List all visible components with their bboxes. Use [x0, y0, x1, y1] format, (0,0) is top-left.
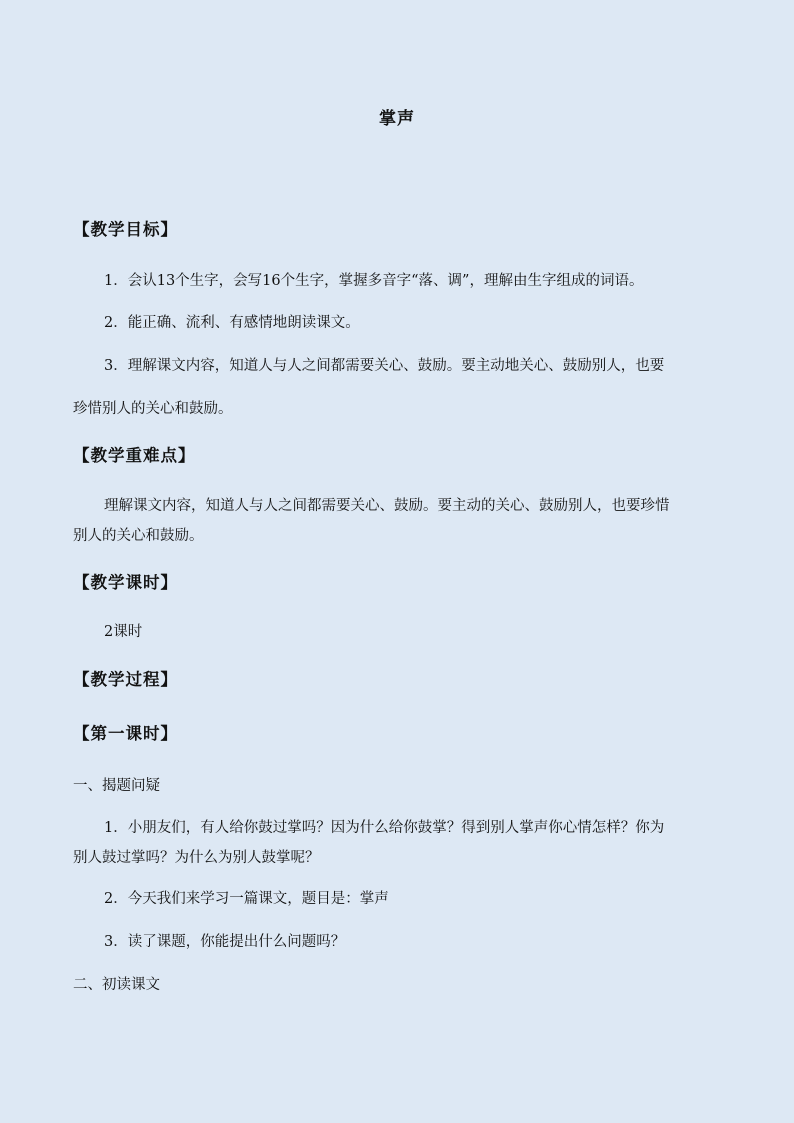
teaching-process-heading: 【教学过程】 [73, 670, 178, 689]
part-one-item-1: 1．小朋友们，有人给你鼓过掌吗？因为什么给你鼓掌？得到别人掌声你心情怎样？你为 [104, 820, 665, 836]
part-one-heading: 一、揭题问疑 [73, 778, 160, 794]
teaching-goals-heading: 【教学目标】 [73, 220, 178, 239]
part-two-heading: 二、初读课文 [73, 977, 160, 993]
key-points-line-2: 别人的关心和鼓励。 [73, 528, 204, 544]
document-title: 掌声 [379, 109, 415, 129]
goal-item-3-continued: 珍惜别人的关心和鼓励。 [73, 401, 233, 417]
key-points-line-1: 理解课文内容，知道人与人之间都需要关心、鼓励。要主动的关心、鼓励别人，也要珍惜 [104, 498, 670, 514]
part-one-item-2: 2．今天我们来学习一篇课文，题目是：掌声 [104, 891, 389, 907]
goal-item-3: 3．理解课文内容，知道人与人之间都需要关心、鼓励。要主动地关心、鼓励别人，也要 [104, 358, 665, 374]
goal-item-1: 1．会认13个生字，会写16个生字，掌握多音字“落、调”，理解由生字组成的词语。 [104, 273, 644, 289]
part-one-item-3: 3．读了课题，你能提出什么问题吗？ [104, 934, 346, 950]
lesson-one-heading: 【第一课时】 [73, 724, 178, 743]
teaching-hours-heading: 【教学课时】 [73, 573, 178, 592]
goal-item-2: 2．能正确、流利、有感情地朗读课文。 [104, 315, 360, 331]
teaching-hours-value: 2课时 [104, 624, 143, 640]
part-one-item-1-continued: 别人鼓过掌吗？为什么为别人鼓掌呢？ [73, 850, 320, 866]
key-points-heading: 【教学重难点】 [73, 446, 196, 465]
